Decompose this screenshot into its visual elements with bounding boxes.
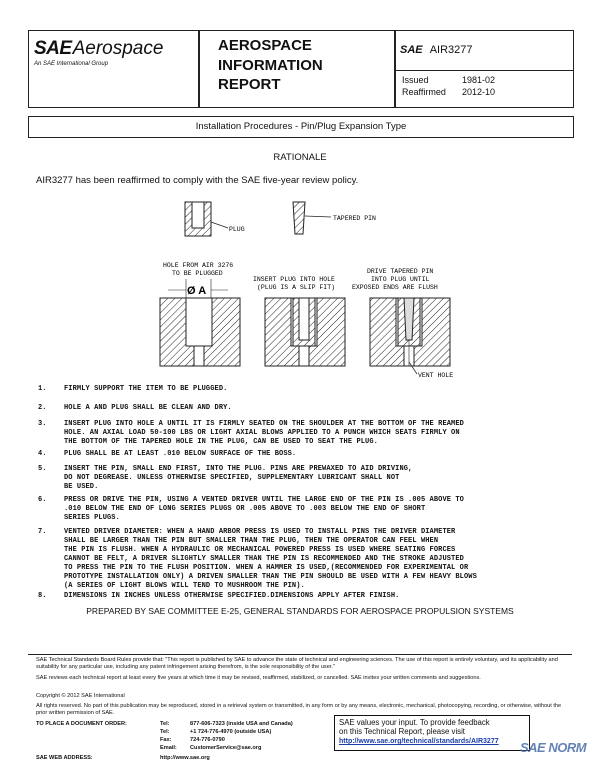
tapered-pin-drawing <box>293 202 331 234</box>
feedback-link[interactable]: http://www.sae.org/technical/standards/AIR3277 <box>339 738 499 745</box>
step-5: 5. INSERT THE PIN, SMALL END FIRST, INTO THE PLUG. PINS ARE PREWAXED TO AID DRIVING, DO NOT DEGREASE. UNLESS OTHERWISE SPECIFIED, SUPPLEMENTARY LUBRICANT SHALL NOT BE USED. <box>38 465 413 491</box>
feedback-line-1: SAE values your input. To provide feedback <box>339 718 490 727</box>
title-line-1: AEROSPACE <box>218 37 312 54</box>
footer-copyright: Copyright © 2012 SAE International <box>36 693 125 699</box>
logo-brand: SAE <box>34 38 72 59</box>
plug-label: PLUG <box>229 226 245 233</box>
footer-divider <box>28 654 572 655</box>
doc-number: AIR3277 <box>429 44 473 56</box>
block-plug-inserted <box>265 298 345 366</box>
sae-aerospace-logo <box>34 38 194 60</box>
document-subtitle: Installation Procedures - Pin/Plug Expansion Type <box>195 121 407 132</box>
drive-pin-label-3: EXPOSED ENDS ARE FLUSH <box>352 284 438 291</box>
step-8: 8. DIMENSIONS IN INCHES UNLESS OTHERWISE SPECIFIED.DIMENSIONS APPLY AFTER FINISH. <box>38 592 400 600</box>
step-4: 4. PLUG SHALL BE AT LEAST .010 BELOW SURFACE OF THE BOSS. <box>38 450 297 458</box>
issued-label: Issued <box>402 75 429 85</box>
title-line-2: INFORMATION <box>218 56 323 74</box>
logo-name: Aerospace <box>72 38 164 59</box>
footer-review: SAE reviews each technical report at least every five years at which time it may be revised, reaffirmed, stabilized, or cancelled. SAE invites your written comments and suggestions. <box>36 675 481 681</box>
drive-pin-label-2: INTO PLUG UNTIL <box>371 276 430 283</box>
reaffirmed-label: Reaffirmed <box>402 87 446 97</box>
feedback-line-2: on this Technical Report, please visit <box>339 727 465 736</box>
issued-value: 1981-02 <box>462 75 496 85</box>
plug-drawing <box>185 202 228 236</box>
block-pin-driven <box>370 298 450 366</box>
report-title <box>218 36 323 95</box>
block-hole <box>160 298 240 366</box>
web-address-value[interactable]: http://www.sae.org <box>160 755 210 761</box>
rationale-text: AIR3277 has been reaffirmed to comply with the SAE five-year review policy. <box>36 175 359 186</box>
web-address-label: SAE WEB ADDRESS: <box>36 755 93 761</box>
step-1: 1. FIRMLY SUPPORT THE ITEM TO BE PLUGGED. <box>38 385 228 393</box>
watermark-logo <box>520 740 586 755</box>
rationale-heading: RATIONALE <box>273 152 327 163</box>
tel-label-1: Tel: <box>160 721 170 727</box>
email-label: Email: <box>160 745 177 751</box>
feedback-box <box>334 715 530 751</box>
footer-rights: All rights reserved. No part of this publication may be reproduced, stored in a retrieval system or transmitted, in any form or by any means, electronic, mechanical, photocopying, recording, or otherwise, without the prior written permission of SAE. <box>36 703 562 716</box>
doc-brand: SAE <box>400 44 423 56</box>
hole-from-label-2: TO BE PLUGGED <box>172 270 223 277</box>
tel-value-2: +1 724-776-4970 (outside USA) <box>190 729 272 735</box>
step-3: 3. INSERT PLUG INTO HOLE A UNTIL IT IS FIRMLY SEATED ON THE SHOULDER AT THE BOTTOM OF THE REAMED HOLE. AN AXIAL LOAD 50-100 LBS OR LIGHT AXIAL BLOWS APPLIED TO A PUNCH WHICH SEATS FIRMLY ON THE BOTTOM OF THE TAPERED HOLE IN THE PLUG, CAN BE USED TO SEAT THE PLUG. <box>38 420 464 446</box>
email-value[interactable]: CustomerService@sae.org <box>190 745 262 751</box>
watermark-text: SAE NORM <box>520 740 587 755</box>
fax-label: Fax: <box>160 737 172 743</box>
order-label: TO PLACE A DOCUMENT ORDER: <box>36 721 127 727</box>
title-line-3: REPORT <box>218 76 281 93</box>
insert-plug-label-2: (PLUG IS A SLIP FIT) <box>257 284 336 291</box>
fax-value: 724-776-0790 <box>190 737 225 743</box>
drive-pin-label-1: DRIVE TAPERED PIN <box>367 268 434 275</box>
footer-disclaimer: SAE Technical Standards Board Rules provide that: "This report is published by SAE to advance the state of technical and engineering sciences. The use of this report is entirely voluntary, and its applicability and suitability for any particular use, including any patent infringement arising therefrom, is the sole responsibility of the user." <box>36 657 558 670</box>
diameter-label: Ø A <box>187 285 207 297</box>
tel-label-2: Tel: <box>160 729 170 735</box>
tapered-pin-label: TAPERED PIN <box>333 215 376 222</box>
prepared-by: PREPARED BY SAE COMMITTEE E-25, GENERAL STANDARDS FOR AEROSPACE PROPULSION SYSTEMS <box>86 606 514 616</box>
hole-from-label-1: HOLE FROM AIR 3276 <box>163 262 234 269</box>
insert-plug-label-1: INSERT PLUG INTO HOLE <box>253 276 335 283</box>
reaffirmed-value: 2012-10 <box>462 87 496 97</box>
logo-tagline: An SAE International Group <box>34 61 109 67</box>
step-6: 6. PRESS OR DRIVE THE PIN, USING A VENTED DRIVER UNTIL THE LARGE END OF THE PIN IS .005 ABOVE TO .010 BELOW THE END OF LONG SERIES PLUGS OR .005 ABOVE TO .003 BELOW THE END OF SHORT SERIES PLUGS. <box>38 496 464 522</box>
tel-value-1: 877-606-7323 (inside USA and Canada) <box>190 721 293 727</box>
step-2: 2. HOLE A AND PLUG SHALL BE CLEAN AND DRY. <box>38 404 232 412</box>
doc-number-row <box>400 44 473 56</box>
vent-hole-label: VENT HOLE <box>418 372 454 379</box>
step-7: 7. VENTED DRIVER DIAMETER: WHEN A HAND ARBOR PRESS IS USED TO INSTALL PINS THE DRIVER DIAMETER SHALL BE LARGER THAN THE PIN BUT SMALLER THAN THE PLUG, THEN THE OPERATOR CAN FEEL WHEN THE PIN IS FLUSH. WHEN A HYDRAULIC OR MECHANICAL POWERED PRESS IS USED WHERE SEATING FORCES CANNOT BE FELT, A DRIVER SLIGHTLY SMALLER THAN THE PIN IS RECOMMENDED AND THE STROKE ADJUSTED TO PRESS THE PIN TO THE FLUSH POSITION. WHEN A HAMMER IS USED,(RECOMMENDED FOR EXPERIMENTAL OR PROTOTYPE INSTALLATION ONLY) A DRIVEN SMALLER THAN THE PIN SHOULD BE USED WITH A FEW HEAVY BLOWS (A SERIES OF LIGHT BLOWS WILL TEND TO MUSHROOM THE PIN). <box>38 528 477 590</box>
installation-figure <box>0 190 600 380</box>
